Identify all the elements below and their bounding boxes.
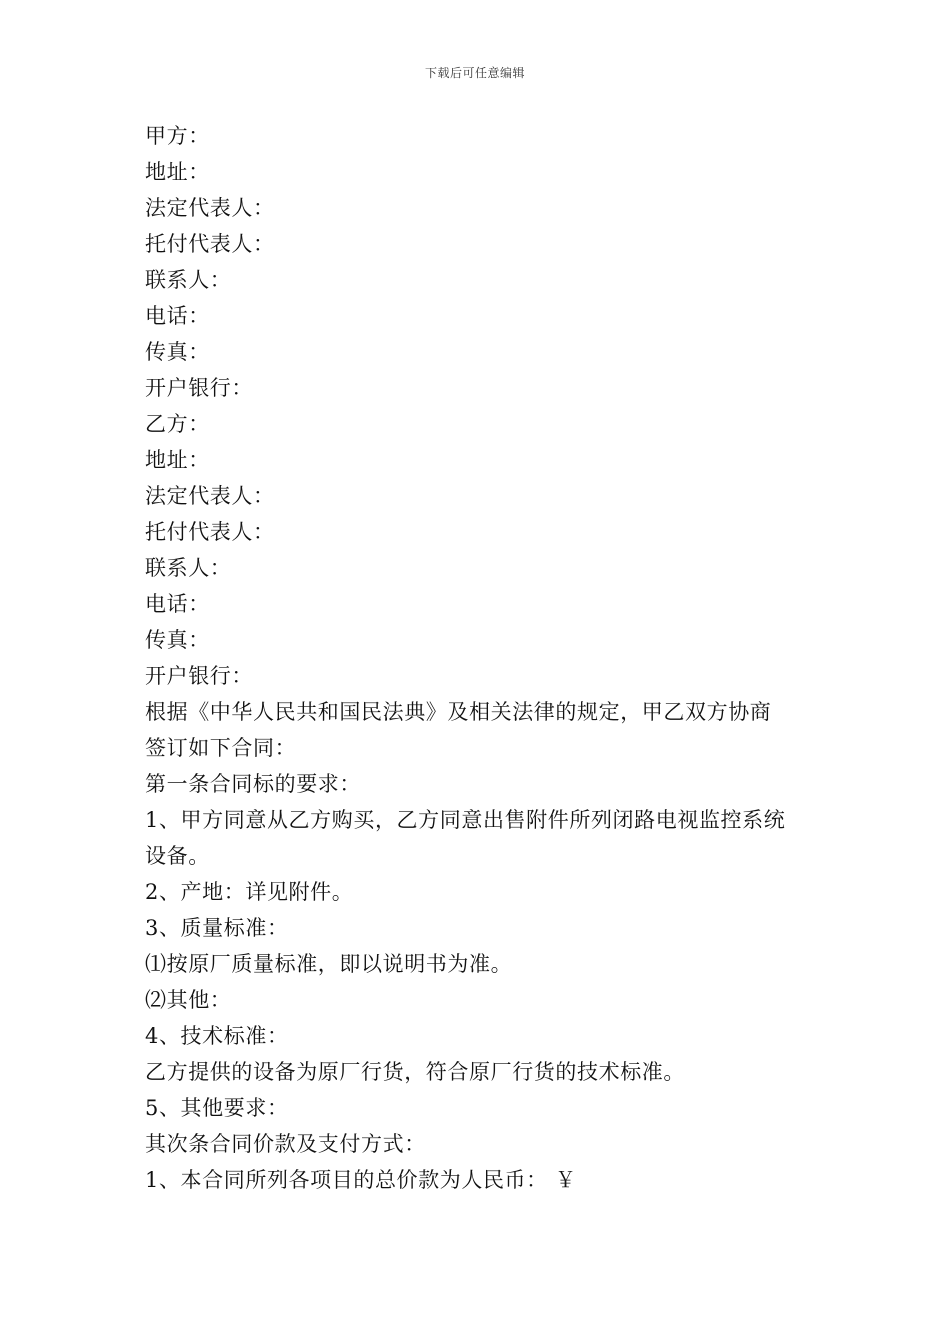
party-b-address: 地址：: [145, 448, 210, 472]
party-a-phone: 电话：: [145, 304, 210, 328]
article-1-item-4-text: 乙方提供的设备为原厂行货，符合原厂行货的技术标准。: [145, 1060, 685, 1084]
article-1-item-1-line-2: 设备。: [145, 844, 210, 868]
article-2-title: 其次条合同价款及支付方式：: [145, 1132, 426, 1156]
article-1-title: 第一条合同标的要求：: [145, 772, 361, 796]
article-1-item-3: 3、质量标准：: [145, 916, 289, 940]
party-b-phone: 电话：: [145, 592, 210, 616]
party-b-agent: 托付代表人：: [145, 520, 275, 544]
party-b-contact: 联系人：: [145, 556, 232, 580]
party-b-fax: 传真：: [145, 628, 210, 652]
party-b-legal-rep: 法定代表人：: [145, 484, 275, 508]
article-1-item-3-sub-1: ⑴按原厂质量标准，即以说明书为准。: [145, 952, 513, 976]
party-a-address: 地址：: [145, 160, 210, 184]
preamble-line-2: 签订如下合同：: [145, 736, 297, 760]
article-1-item-1-line-1: 1、甲方同意从乙方购买，乙方同意出售附件所列闭路电视监控系统: [145, 808, 786, 832]
document-body: [145, 118, 810, 1198]
party-a-agent: 托付代表人：: [145, 232, 275, 256]
party-a-contact: 联系人：: [145, 268, 232, 292]
party-b-bank: 开户银行：: [145, 664, 253, 688]
article-1-item-2: 2、产地：详见附件。: [145, 880, 354, 904]
party-a-fax: 传真：: [145, 340, 210, 364]
party-a-legal-rep: 法定代表人：: [145, 196, 275, 220]
party-a-bank: 开户银行：: [145, 376, 253, 400]
party-a-label: 甲方：: [145, 124, 210, 148]
article-1-item-4: 4、技术标准：: [145, 1024, 289, 1048]
article-1-item-5: 5、其他要求：: [145, 1096, 289, 1120]
article-1-item-3-sub-2: ⑵其他：: [145, 988, 232, 1012]
preamble-line-1: 根据《中华人民共和国民法典》及相关法律的规定，甲乙双方协商: [145, 700, 772, 724]
article-2-item-1: 1、本合同所列各项目的总价款为人民币： ￥: [145, 1168, 577, 1192]
page-header-note: 下载后可任意编辑: [424, 66, 525, 80]
party-b-label: 乙方：: [145, 412, 210, 436]
